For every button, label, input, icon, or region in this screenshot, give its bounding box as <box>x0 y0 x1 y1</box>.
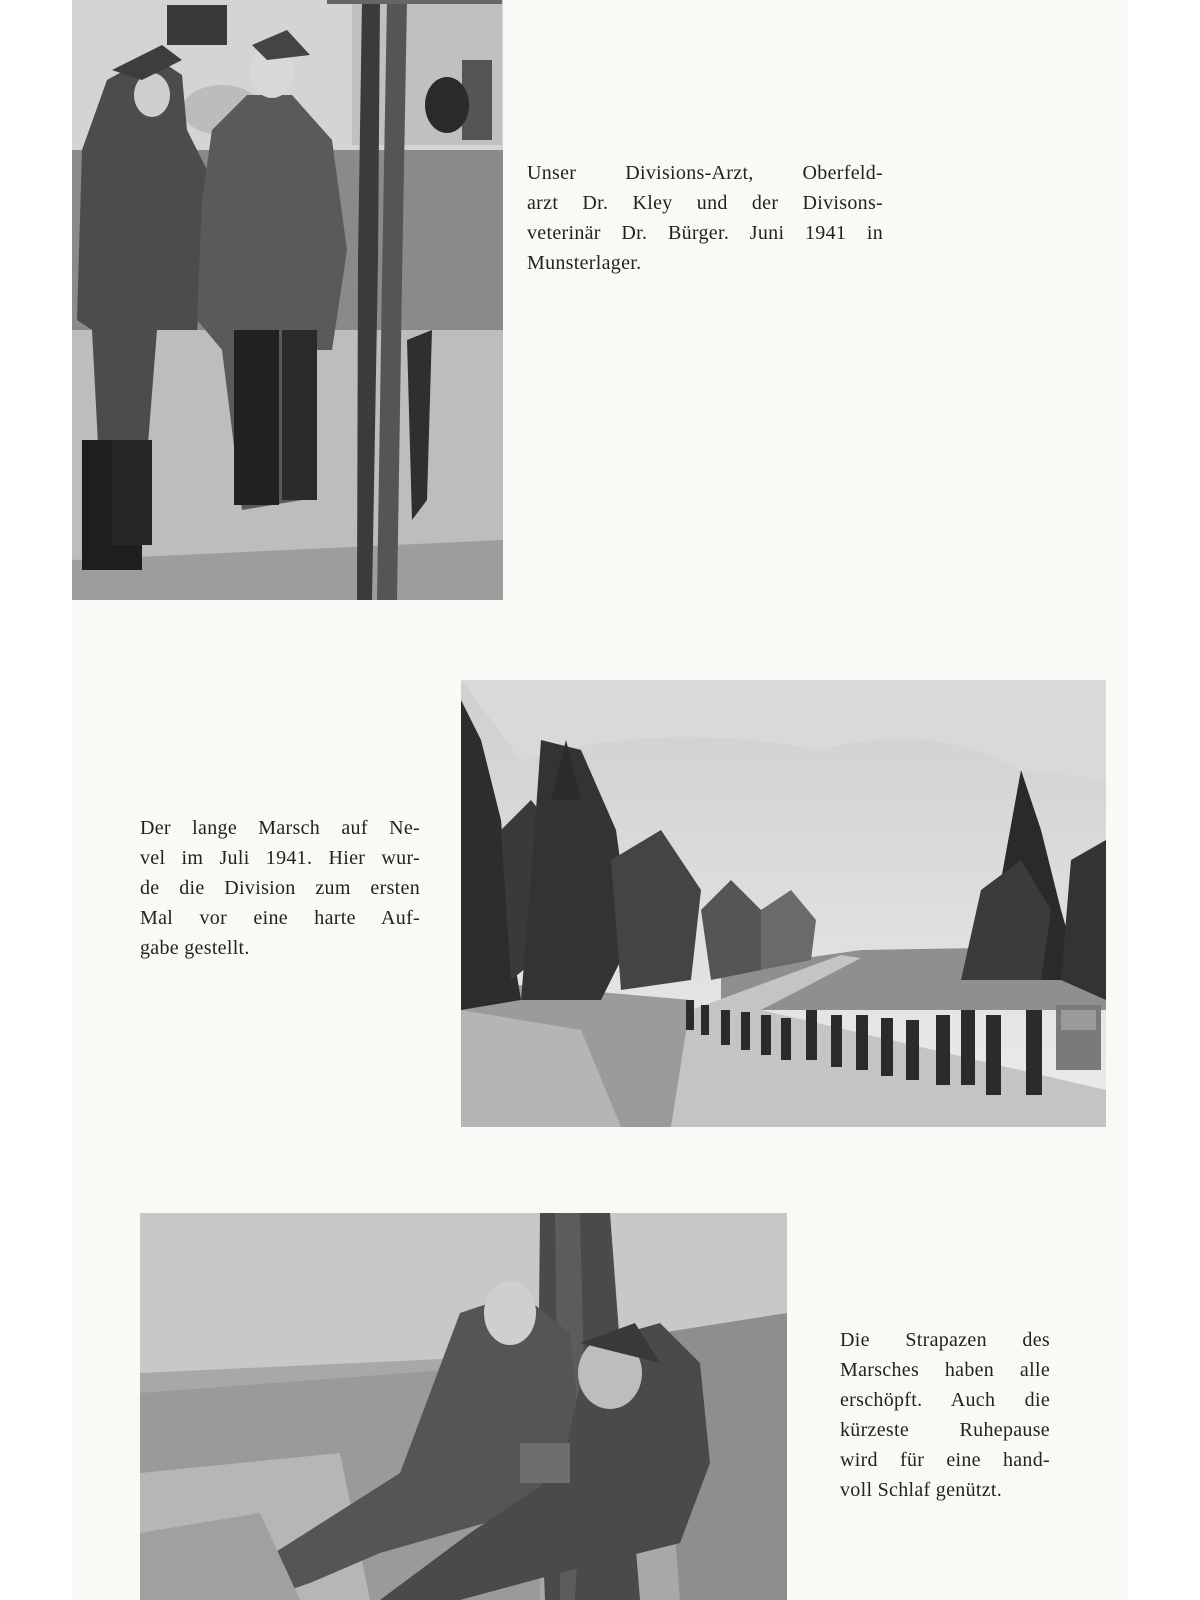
photo-march <box>461 680 1106 1127</box>
caption-line: Die Strapazen des <box>840 1329 1050 1351</box>
book-page <box>72 0 1128 1600</box>
photo-resting <box>140 1213 787 1600</box>
caption-line: voll Schlaf genützt. <box>840 1479 1003 1501</box>
caption-line: veterinär Dr. Bürger. Juni 1941 in <box>527 222 883 244</box>
caption-march <box>140 813 420 963</box>
photo-officers <box>72 0 503 600</box>
caption-line: vel im Juli 1941. Hier wur- <box>140 847 420 869</box>
caption-line: Unser Divisions-Arzt, Oberfeld- <box>527 162 883 184</box>
caption-line: Marsches haben alle <box>840 1359 1050 1381</box>
caption-line: Mal vor eine harte Auf- <box>140 907 420 929</box>
caption-officers <box>527 158 883 278</box>
caption-resting <box>840 1325 1050 1505</box>
caption-line: Munsterlager. <box>527 252 642 274</box>
caption-line: kürzeste Ruhepause <box>840 1419 1050 1441</box>
caption-line: wird für eine hand- <box>840 1449 1050 1471</box>
caption-line: gabe gestellt. <box>140 937 250 959</box>
caption-line: arzt Dr. Kley und der Divisons- <box>527 192 883 214</box>
caption-line: de die Division zum ersten <box>140 877 420 899</box>
caption-line: erschöpft. Auch die <box>840 1389 1050 1411</box>
caption-line: Der lange Marsch auf Ne- <box>140 817 420 839</box>
